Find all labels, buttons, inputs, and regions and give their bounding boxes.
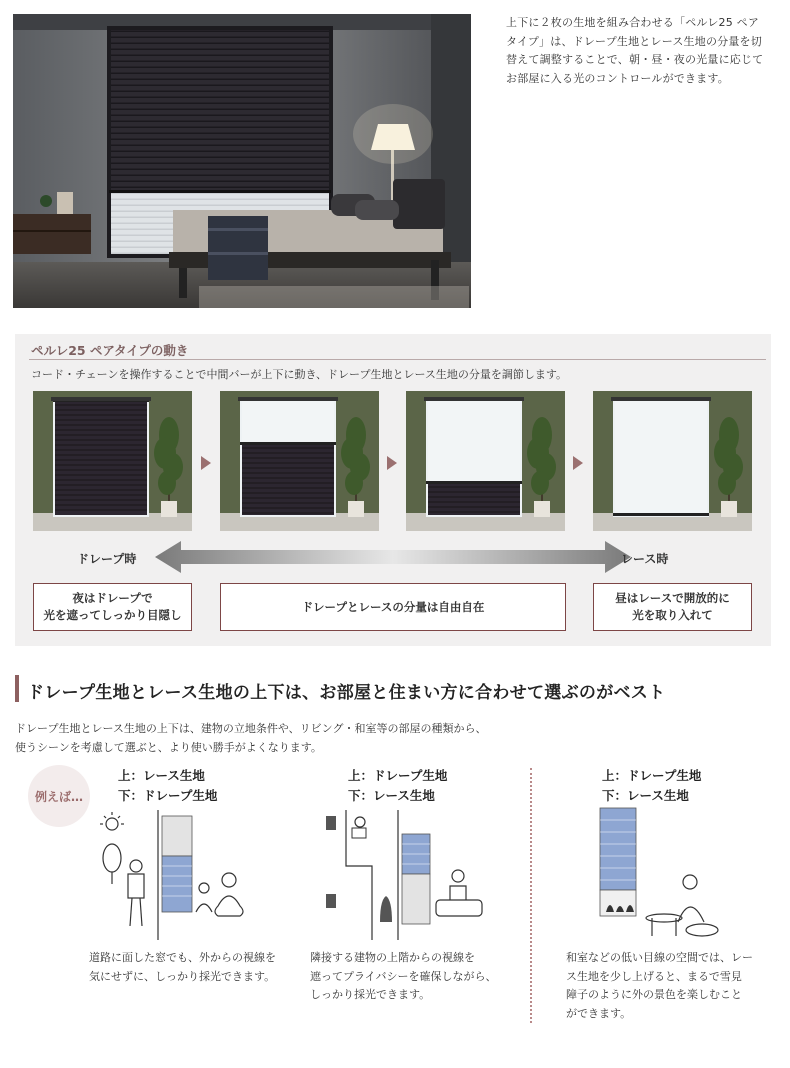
step-arrow-right-icon xyxy=(201,456,211,470)
example-3-caption: 和室などの低い目線の空間では、レー ス生地を少し上げると、まるで雪見 障子のように外の景色を楽しむこと ができます。 xyxy=(566,951,753,1020)
example-3-illustration xyxy=(598,806,728,946)
note-day: 昼はレースで開放的に 光を取り入れて xyxy=(593,583,752,631)
dotted-divider xyxy=(530,768,532,1023)
example-3-labels xyxy=(602,766,701,806)
example-1-top-label: 上：レース生地 xyxy=(118,768,205,783)
example-2-labels xyxy=(348,766,447,806)
step-photo-3 xyxy=(406,391,565,531)
motion-panel xyxy=(15,334,771,646)
example-3-top-label: 上：ドレープ生地 xyxy=(602,768,702,783)
section-body-line-1: ドレープ生地とレース生地の上下は、建物の立地条件や、リビング・和室等の部屋の種類から、 xyxy=(15,722,487,735)
step-scene xyxy=(406,391,565,531)
step-photo-1 xyxy=(33,391,192,531)
example-1-labels xyxy=(118,766,217,806)
drape-fabric xyxy=(55,401,147,515)
title-rule xyxy=(29,359,766,360)
section-body-line-2: 使うシーンを考慮して選ぶと、より使い勝手がよくなります。 xyxy=(15,741,322,754)
lace-fabric xyxy=(428,401,520,483)
motion-description: コード・チェーンを操作することで中間バーが上下に動き、ドレープ生地とレース生地の分量を調節します。 xyxy=(31,368,568,381)
example-1-bottom-label: 下：ドレープ生地 xyxy=(118,788,218,803)
double-arrow-icon xyxy=(155,541,631,573)
step-photo-4 xyxy=(593,391,752,531)
example-2-top-label: 上：ドレープ生地 xyxy=(348,768,448,783)
step-scene xyxy=(220,391,379,531)
heading-accent-bar xyxy=(15,675,19,702)
note-night: 夜はドレープで 光を遮ってしっかり目隠し xyxy=(33,583,192,631)
range-label-lace: レース時 xyxy=(621,552,669,566)
example-2-illustration xyxy=(322,810,492,940)
step-scene xyxy=(593,391,752,531)
drape-fabric xyxy=(242,444,334,515)
range-label-drape: ドレープ時 xyxy=(77,552,137,566)
section-heading: ドレープ生地とレース生地の上下は、お部屋と住まい方に合わせて選ぶのがベスト xyxy=(27,683,666,703)
example-2-bottom-label: 下：レース生地 xyxy=(348,788,435,803)
step-arrow-right-icon xyxy=(573,456,583,470)
section-body xyxy=(15,719,615,757)
lace-fabric xyxy=(242,401,334,444)
example-1-illustration xyxy=(92,810,262,940)
drape-fabric xyxy=(428,483,520,515)
step-arrow-right-icon xyxy=(387,456,397,470)
example-3-bottom-label: 下：レース生地 xyxy=(602,788,689,803)
step-photo-2 xyxy=(220,391,379,531)
motion-title: ペルレ25 ペアタイプの動き xyxy=(31,343,189,358)
example-badge: 例えば… xyxy=(28,765,90,827)
example-2-caption: 隣接する建物の上階からの視線を 遮ってプライバシーを確保しながら、 しっかり採光できます。 xyxy=(310,951,497,1001)
intro-paragraph: 上下に２枚の生地を組み合わせる「ペルレ25 ペアタイプ」は、ドレープ生地とレース生地の分量を切替えて調整することで、朝・昼・夜の光量に応じてお部屋に入る光のコントロールができます。 xyxy=(506,16,764,85)
step-scene xyxy=(33,391,192,531)
example-1-caption: 道路に面した窓でも、外からの視線を 気にせずに、しっかり採光できます。 xyxy=(89,951,276,983)
note-free: ドレープとレースの分量は自由自在 xyxy=(220,583,566,631)
drape-fabric xyxy=(111,30,329,192)
bedroom-illustration xyxy=(13,14,471,308)
lace-fabric xyxy=(615,401,707,515)
bedroom-photo xyxy=(13,14,471,308)
